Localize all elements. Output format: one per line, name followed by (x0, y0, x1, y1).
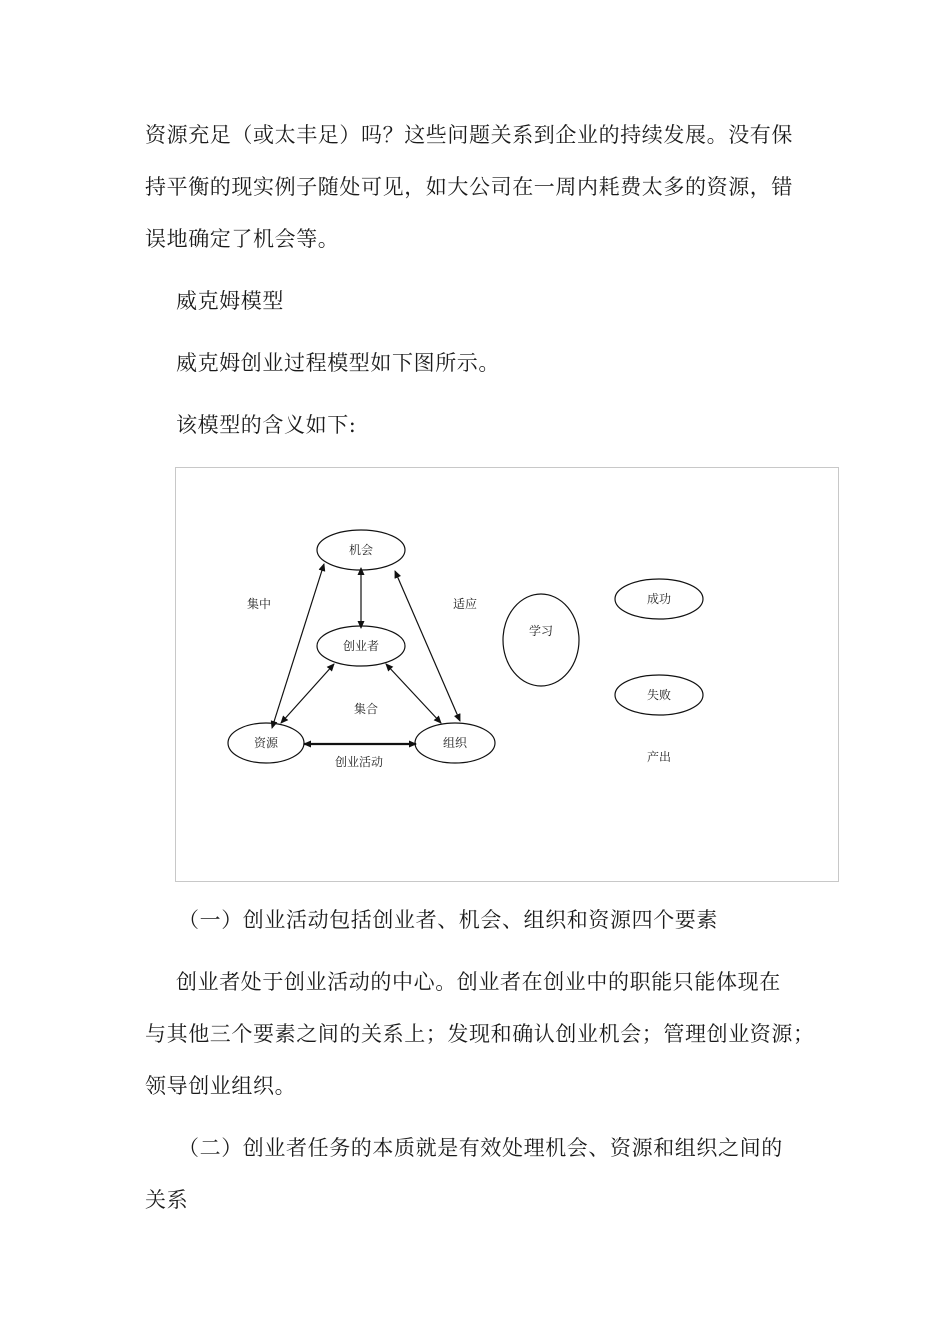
node-label-learning: 学习 (528, 624, 554, 638)
node-label-failure: 失败 (646, 688, 672, 702)
paragraph-line: 关系 (145, 1188, 189, 1212)
node-label-success: 成功 (646, 592, 672, 606)
paragraph-line: 该模型的含义如下: (176, 413, 357, 437)
label-adapt: 适应 (452, 597, 478, 611)
paragraph-line: 持平衡的现实例子随处可见，如大公司在一周内耗费太多的资源，错 (145, 175, 793, 199)
node-label-opportunity: 机会 (348, 543, 374, 557)
label-output: 产出 (646, 750, 672, 764)
section-heading: 威克姆模型 (176, 289, 284, 313)
wickham-model-diagram (176, 468, 840, 883)
list-item-title: （二）创业者任务的本质就是有效处理机会、资源和组织之间的 (178, 1136, 783, 1160)
label-activity: 创业活动 (334, 755, 384, 769)
node-label-organization: 组织 (442, 736, 468, 750)
wickham-model-figure (175, 467, 839, 882)
paragraph-line: 领导创业组织。 (145, 1074, 297, 1098)
edge-entrepreneur-organization (386, 664, 441, 723)
list-item-title: （一）创业活动包括创业者、机会、组织和资源四个要素 (178, 908, 718, 932)
node-label-resources: 资源 (253, 736, 279, 750)
node-label-entrepreneur: 创业者 (342, 639, 380, 653)
label-focus: 集中 (246, 597, 272, 611)
paragraph-line: 误地确定了机会等。 (145, 227, 340, 251)
paragraph-line: 资源充足（或太丰足）吗？这些问题关系到企业的持续发展。没有保 (145, 123, 793, 147)
paragraph-line: 创业者处于创业活动的中心。创业者在创业中的职能只能体现在 (176, 970, 781, 994)
paragraph-line: 威克姆创业过程模型如下图所示。 (176, 351, 500, 375)
paragraph-line: 与其他三个要素之间的关系上；发现和确认创业机会；管理创业资源； (145, 1022, 815, 1046)
node-learning (503, 594, 579, 686)
label-assemble: 集合 (353, 702, 379, 716)
